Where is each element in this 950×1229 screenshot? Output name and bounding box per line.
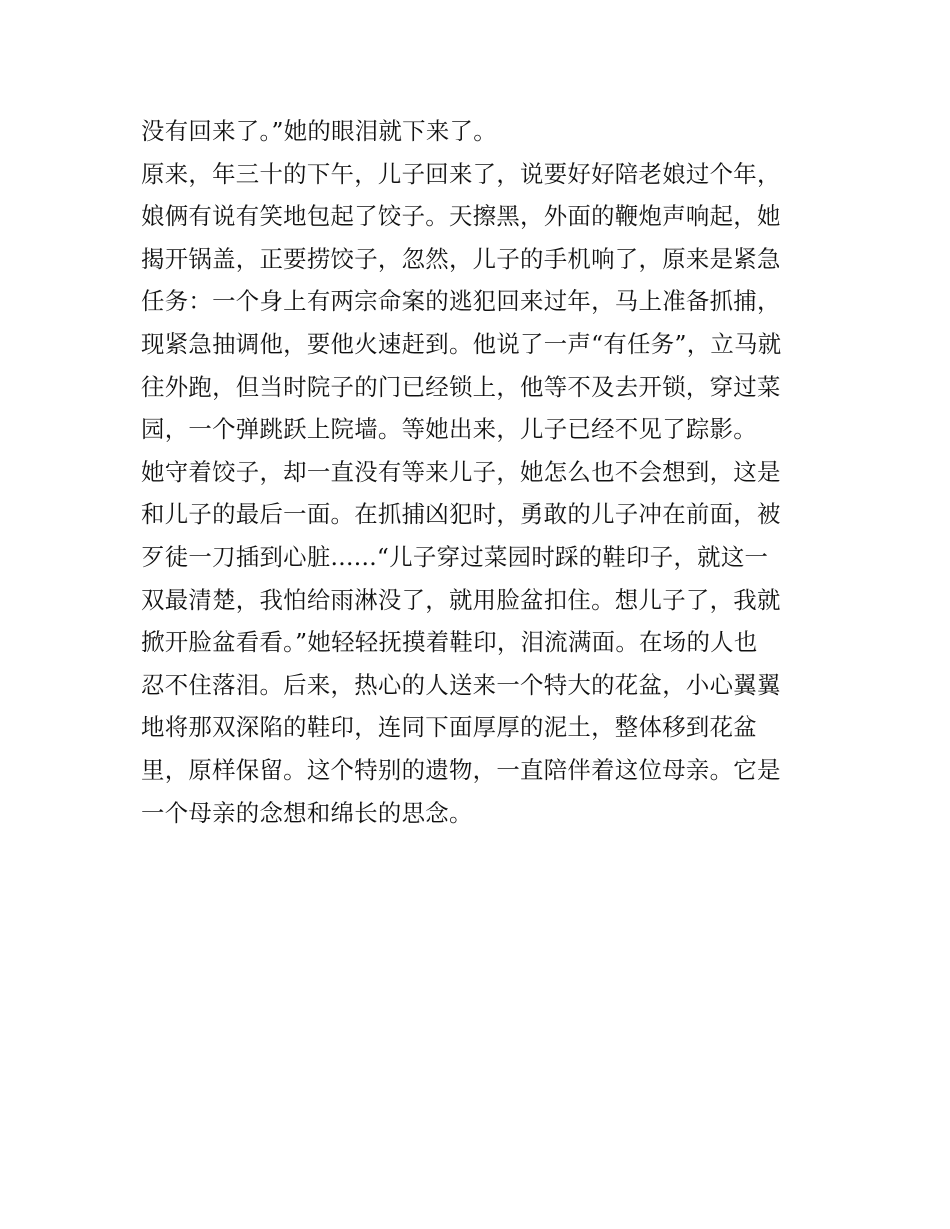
text-line-14: 忍不住落泪。后来，热心的人送来一个特大的花盆，小心翼翼 — [141, 670, 781, 699]
text-line-13: 掀开脸盆看看。”她轻轻抚摸着鞋印，泪流满面。在场的人也 — [141, 628, 758, 657]
text-line-10: 和儿子的最后一面。在抓捕凶犯时，勇敢的儿子冲在前面，被 — [141, 500, 781, 529]
text-line-1: 没有回来了。”她的眼泪就下来了。 — [141, 117, 497, 145]
body-text — [141, 110, 821, 834]
text-line-16: 里，原样保留。这个特别的遗物，一直陪伴着这位母亲。它是 — [141, 755, 781, 784]
text-line-2: 原来，年三十的下午，儿子回来了，说要好好陪老娘过个年， — [141, 159, 781, 188]
text-line-12: 双最清楚，我怕给雨淋没了，就用脸盆扣住。想儿子了，我就 — [141, 585, 781, 614]
text-line-11: 歹徒一刀插到心脏......“儿子穿过菜园时踩的鞋印子，就这一 — [141, 542, 769, 571]
text-line-15: 地将那双深陷的鞋印，连同下面厚厚的泥土，整体移到花盆 — [141, 713, 757, 742]
text-line-17: 一个母亲的念想和绵长的思念。 — [141, 798, 473, 827]
text-line-3: 娘俩有说有笑地包起了饺子。天擦黑，外面的鞭炮声响起，她 — [141, 202, 781, 231]
text-line-9: 她守着饺子，却一直没有等来儿子，她怎么也不会想到，这是 — [141, 457, 781, 486]
text-line-8: 园，一个弹跳跃上院墙。等她出来，儿子已经不见了踪影。 — [141, 415, 757, 444]
text-line-7: 往外跑，但当时院子的门已经锁上，他等不及去开锁，穿过菜 — [141, 372, 781, 401]
text-line-4: 揭开锅盖，正要捞饺子，忽然，儿子的手机响了，原来是紧急 — [141, 244, 781, 273]
text-line-5: 任务：一个身上有两宗命案的逃犯回来过年，马上准备抓捕， — [141, 287, 781, 316]
text-line-6: 现紧急抽调他，要他火速赶到。他说了一声“有任务”，立马就 — [141, 329, 782, 358]
